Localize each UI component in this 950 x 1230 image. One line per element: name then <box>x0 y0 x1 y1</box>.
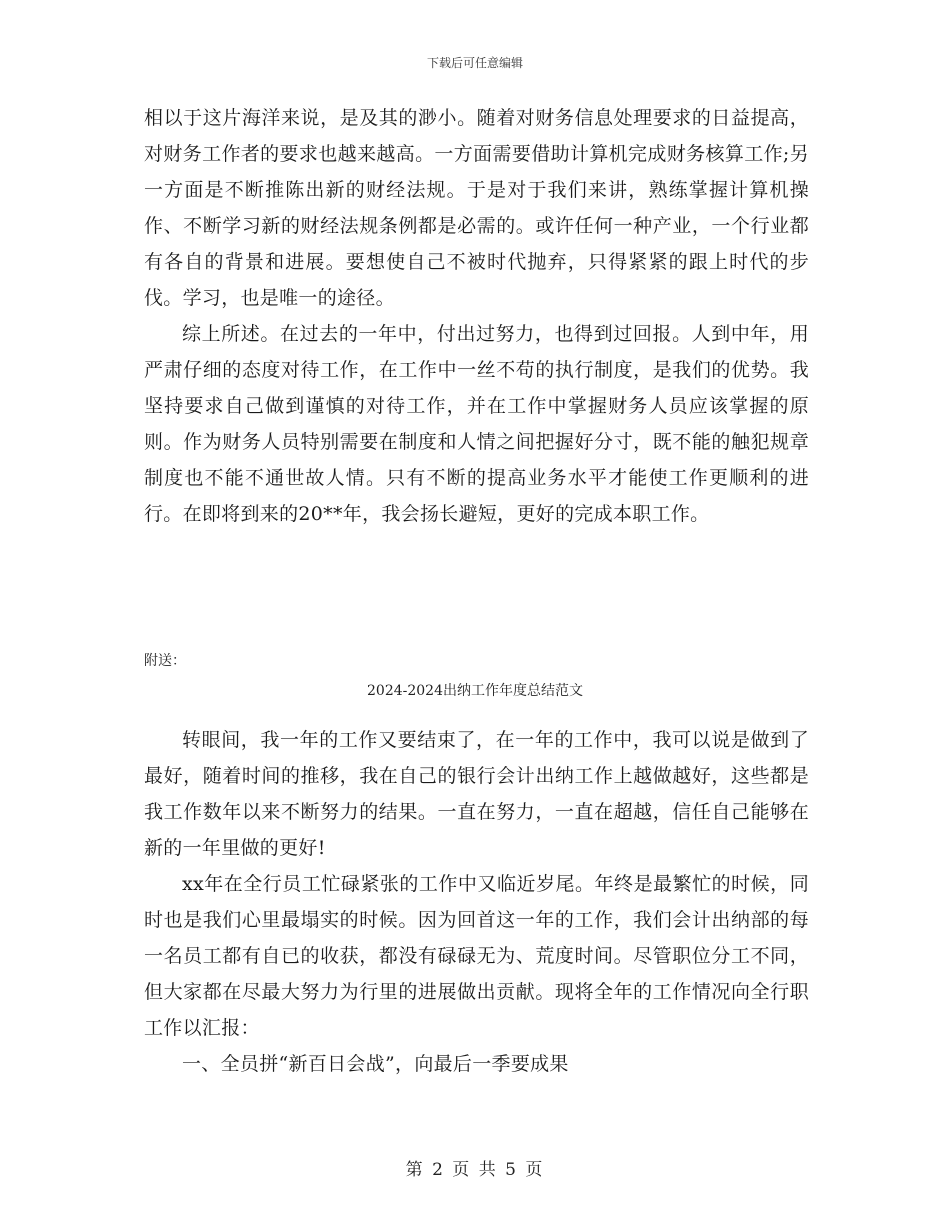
page-number-footer: 第 2 页 共 5 页 <box>405 1160 545 1180</box>
section-heading: 一、全员拼“新百日会战”，向最后一季要成果 <box>182 1053 569 1075</box>
appendix-label: 附送： <box>144 653 186 669</box>
body-paragraph: 相以于这片海洋来说，是及其的渺小。随着对财务信息处理要求的日益提高，对财务工作者的要求也越来越高。一方面需要借助计算机完成财务核算工作;另一方面是不断推陈出新的财经法规。于是对于我们来讲，熟练掌握计算机操作、不断学习新的财经法规条例都是必需的。或许任何一种产业，一个行业都有各自的背景和进展。要想使自己不被时代抛弃，只得紧紧的跟上时代的步伐。学习，也是唯一的途径。 <box>144 107 809 309</box>
body-section-appendix <box>144 722 809 1082</box>
body-paragraph: 综上所述。在过去的一年中，付出过努力，也得到过回报。人到中年，用严肃仔细的态度对待工作，在工作中一丝不苟的执行制度，是我们的优势。我坚持要求自己做到谨慎的对待工作，并在工作中掌握财务人员应该掌握的原则。作为财务人员特别需要在制度和人情之间把握好分寸，既不能的触犯规章制度也不能不通世故人情。只有不断的提高业务水平才能使工作更顺利的进行。在即将到来的20**年，我会扬长避短，更好的完成本职工作。 <box>144 323 809 525</box>
appendix-title: 2024-2024出纳工作年度总结范文 <box>367 683 583 699</box>
body-section-continued <box>144 100 809 532</box>
body-paragraph: 转眼间，我一年的工作又要结束了，在一年的工作中，我可以说是做到了最好，随着时间的推移，我在自己的银行会计出纳工作上越做越好，这些都是我工作数年以来不断努力的结果。一直在努力，一直在超越，信任自己能够在新的一年里做的更好! <box>144 729 809 859</box>
page-header-note: 下载后可任意编辑 <box>426 56 523 70</box>
body-paragraph: xx年在全行员工忙碌紧张的工作中又临近岁尾。年终是最繁忙的时候，同时也是我们心里最塌实的时候。因为回首这一年的工作，我们会计出纳部的每一名员工都有自已的收获，都没有碌碌无为、荒度时间。尽管职位分工不同，但大家都在尽最大努力为行里的进展做出贡献。现将全年的工作情况向全行职工作以汇报： <box>144 873 809 1039</box>
